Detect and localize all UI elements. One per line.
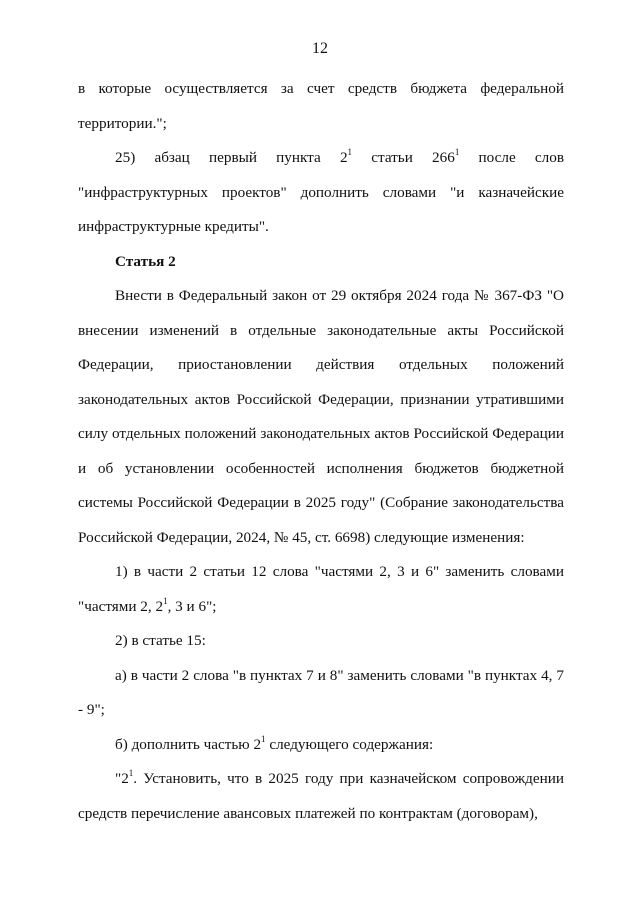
document-body: [78, 72, 564, 831]
item-25-text-c: после слов "инфраструктурных проектов" дополнить словами "и казначейские инфраструктурные кредиты".: [78, 149, 564, 235]
item-1-text-b: , 3 и 6";: [167, 597, 217, 615]
article-heading: Статья 2: [115, 252, 176, 270]
subitem-b-superscript: 1: [261, 733, 266, 744]
paragraph-subitem-b: [78, 728, 564, 763]
part-2-1-text-a: "2: [115, 770, 129, 787]
subitem-b-text-b: следующего содержания:: [265, 735, 434, 753]
page-number: 12: [312, 40, 328, 57]
item-1-text-a: 1) в части 2 статьи 12 слова "частями 2, 3 и 6" заменить словами "частями 2, 2: [78, 563, 564, 615]
paragraph-part-2-1: [78, 762, 564, 831]
paragraph-item-1: [78, 555, 564, 624]
item-25-superscript-1: 1: [347, 147, 353, 157]
item-1-superscript: 1: [163, 595, 168, 606]
part-2-1-text-b: . Установить, что в 2025 году при казначейском сопровождении средств перечисление авансовых платежей по контрактам (договорам),: [78, 770, 564, 822]
paragraph-article-2-intro: Внести в Федеральный закон от 29 октября 2024 года № 367-ФЗ "О внесении изменений в отдельные законодательные акты Российской Федерации, приостановлении действия отдельных положений законодательных актов Российской Федерации, признании утратившими силу отдельных положений законодательных актов Российской Федерации и об установлении особенностей исполнения бюджетов бюджетной системы Российской Федерации в 2025 году" (Собрание законодательства Российской Федерации, 2024, № 45, ст. 6698) следующие изменения:: [78, 287, 564, 546]
subitem-b-text-a: б) дополнить частью 2: [115, 735, 262, 753]
paragraph-continuation: в которые осуществляется за счет средств бюджета федеральной территории.";: [78, 80, 564, 132]
paragraph-item-25: [78, 141, 564, 245]
item-25-superscript-2: 1: [454, 147, 460, 157]
item-25-text-a: 25) абзац первый пункта 2: [115, 149, 348, 166]
item-25-text-b: статьи 266: [352, 149, 455, 166]
part-2-1-superscript: 1: [128, 768, 134, 778]
paragraph-subitem-a: а) в части 2 слова "в пунктах 7 и 8" заменить словами "в пунктах 4, 7 - 9";: [78, 666, 564, 718]
paragraph-item-2: 2) в статье 15:: [115, 632, 206, 649]
